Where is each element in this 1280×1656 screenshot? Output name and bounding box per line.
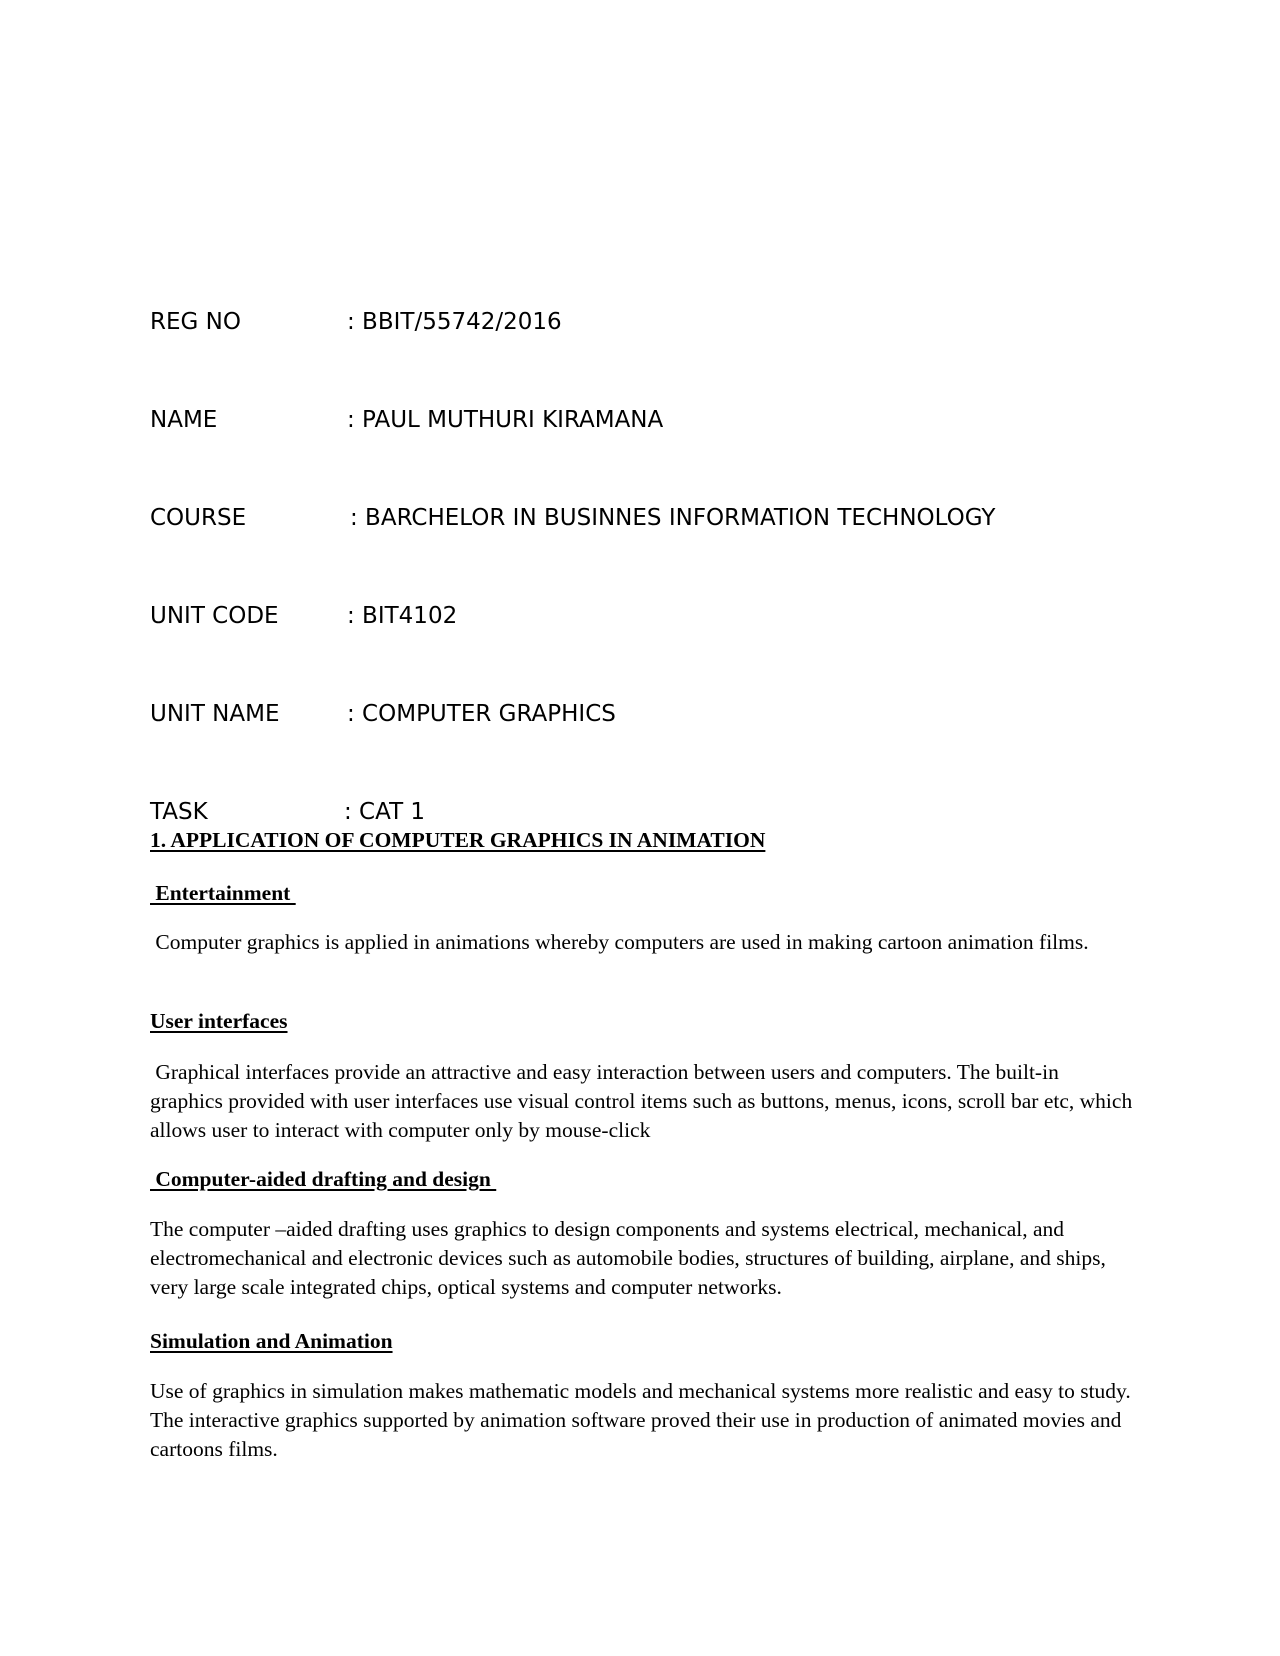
- paragraph-user-interfaces: Graphical interfaces provide an attractive and easy interaction between users and computers. The built-in graphics provided with user interfaces use visual control items such as buttons, menus, icons, scroll bar etc, which allows user to interact with computer only by mouse-click: [150, 1060, 1138, 1142]
- section-title: 1. APPLICATION OF COMPUTER GRAPHICS IN ANIMATION: [150, 828, 766, 852]
- info-value: : CAT 1: [344, 799, 426, 825]
- info-value: : COMPUTER GRAPHICS: [347, 701, 616, 727]
- heading-entertainment: Entertainment: [150, 881, 296, 905]
- info-label: UNIT NAME: [150, 701, 280, 727]
- info-label: REG NO: [150, 309, 241, 335]
- info-label: COURSE: [150, 505, 247, 531]
- info-value: : BIT4102: [347, 603, 458, 629]
- paragraph-entertainment: Computer graphics is applied in animations whereby computers are used in making cartoon animation films.: [150, 930, 1089, 954]
- paragraph-cad: The computer –aided drafting uses graphics to design components and systems electrical, mechanical, and electromechanical and electronic devices such as automobile bodies, structures of building, airplane, and ships, very large scale integrated chips, optical systems and computer networks.: [150, 1217, 1112, 1299]
- info-label: UNIT CODE: [150, 603, 279, 629]
- heading-simulation-animation: Simulation and Animation: [150, 1329, 393, 1353]
- paragraph-simulation-animation: Use of graphics in simulation makes mathematic models and mechanical systems more realistic and easy to study. The interactive graphics supported by animation software proved their use in production of animated movies and cartoons films.: [150, 1379, 1136, 1461]
- info-label: TASK: [150, 799, 208, 825]
- info-value: : BBIT/55742/2016: [347, 309, 562, 335]
- info-label: NAME: [150, 407, 218, 433]
- heading-user-interfaces: User interfaces: [150, 1009, 288, 1033]
- heading-cad: Computer-aided drafting and design: [150, 1167, 497, 1191]
- info-value: : PAUL MUTHURI KIRAMANA: [347, 407, 664, 433]
- info-value: : BARCHELOR IN BUSINNES INFORMATION TECHNOLOGY: [350, 505, 996, 531]
